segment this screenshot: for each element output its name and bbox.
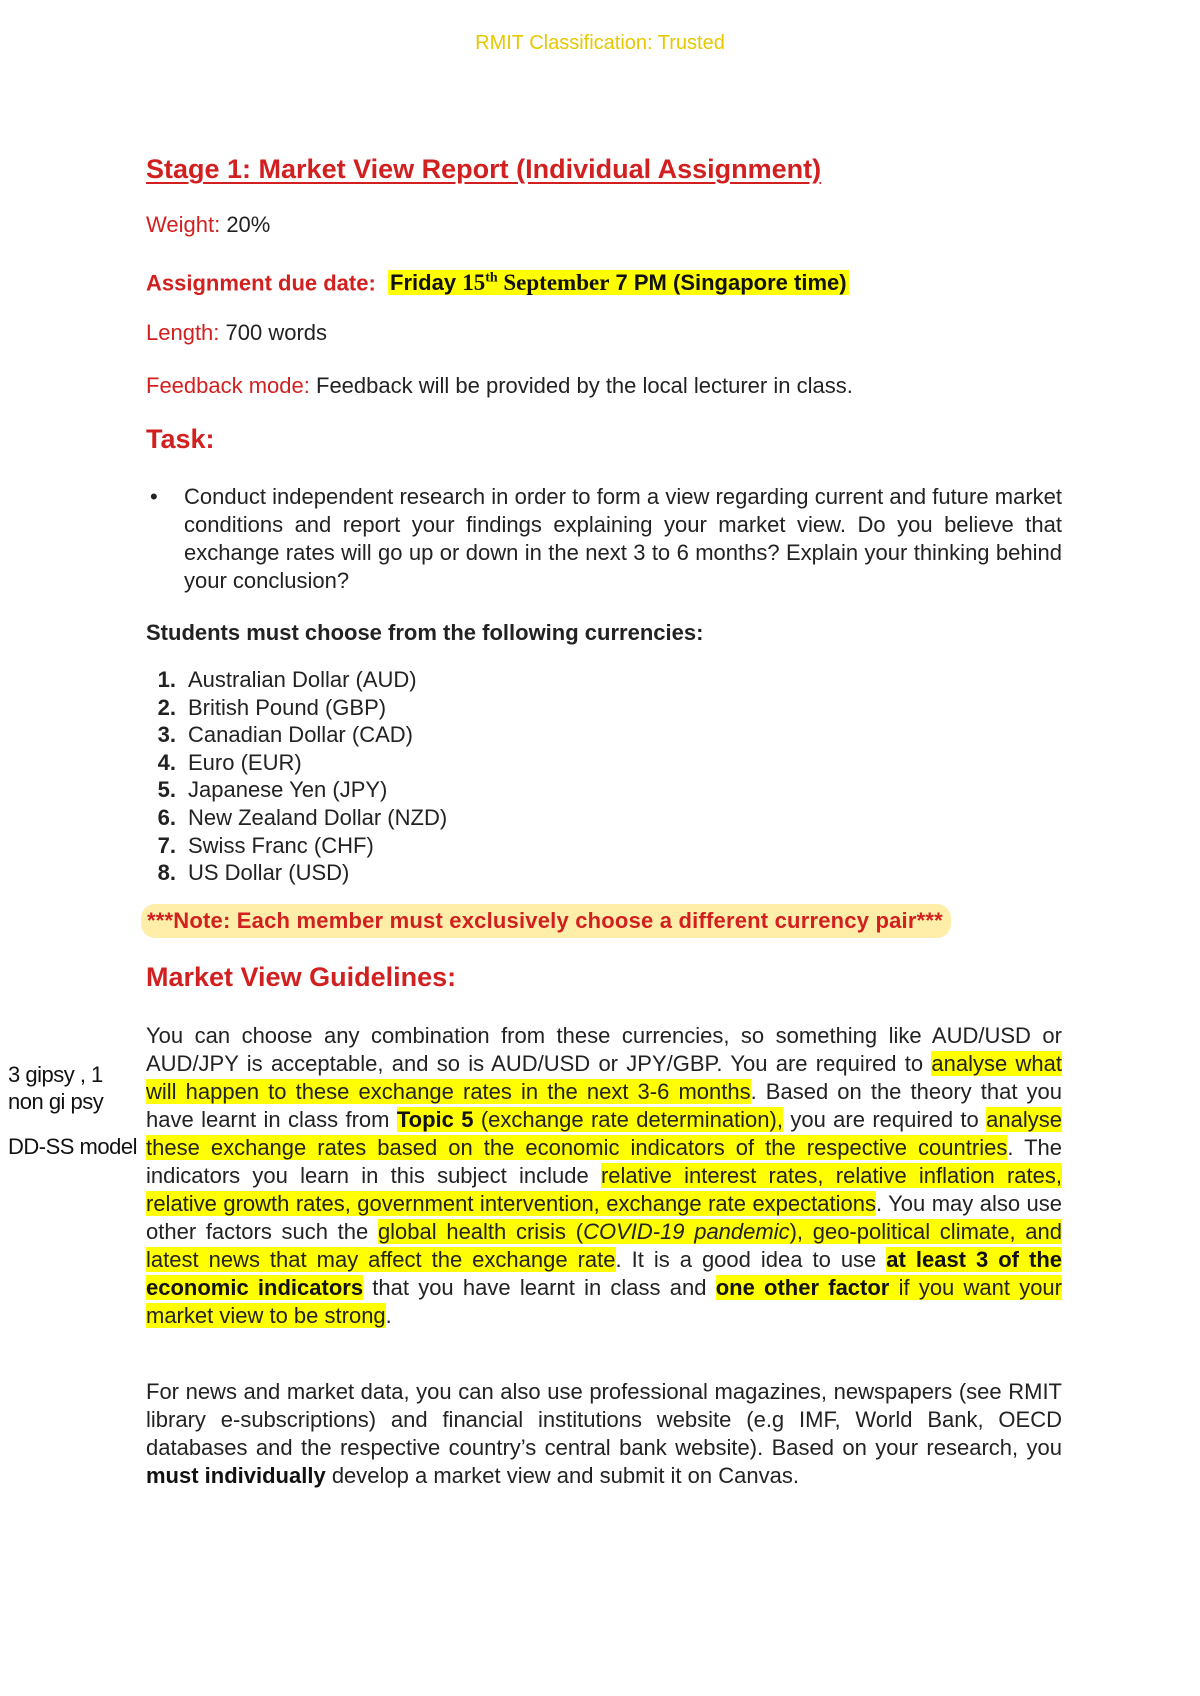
currency-name: New Zealand Dollar (NZD) bbox=[188, 804, 448, 830]
text-run: You can choose any combination from these currencies, so something like AUD/USD or AUD/JPY is acceptable, and so is AUD/USD or JPY/GBP. You are required to bbox=[146, 1023, 1062, 1076]
due-month: September bbox=[497, 270, 610, 296]
list-item bbox=[146, 832, 447, 860]
currency-name: Canadian Dollar (CAD) bbox=[188, 722, 413, 748]
currency-name: Euro (EUR) bbox=[188, 749, 302, 775]
length-label: Length: bbox=[146, 320, 220, 345]
text-run: . It is a good idea to use bbox=[615, 1247, 887, 1272]
due-date-value bbox=[388, 270, 849, 295]
highlight-run: relative interest rates, relative inflation rates, relative growth rates, government intervention, exchange rate expectations bbox=[146, 1163, 1062, 1216]
weight-label: Weight: bbox=[146, 212, 221, 237]
list-item bbox=[146, 804, 447, 832]
margin-note-3: DD-SS model bbox=[8, 1134, 137, 1159]
task-bullet bbox=[146, 483, 1062, 595]
text-run: . bbox=[385, 1303, 392, 1328]
due-date-row bbox=[146, 264, 849, 298]
highlight-run: global health crisis ( bbox=[377, 1219, 584, 1244]
list-number: 1. bbox=[157, 667, 176, 692]
due-date-number: 15 bbox=[462, 270, 486, 296]
text-run: you are required to bbox=[782, 1107, 987, 1132]
currency-list bbox=[146, 666, 447, 887]
list-number: 4. bbox=[157, 749, 176, 775]
due-day: Friday bbox=[390, 270, 463, 296]
note-callout: ***Note: Each member must exclusively choose a different currency pair*** bbox=[141, 904, 951, 938]
list-item bbox=[146, 859, 447, 887]
text-run: For news and market data, you can also use professional magazines, newspapers (see RMIT library e-subscriptions) and financial institutions website (e.g IMF, World Bank, OECD databases and the respective country’s central bank website). Based on your research, you bbox=[146, 1379, 1062, 1460]
feedback-label: Feedback mode: bbox=[146, 373, 310, 398]
due-date-label: Assignment due date: bbox=[146, 270, 376, 296]
length-row bbox=[146, 318, 327, 348]
due-date-suffix: th bbox=[485, 271, 498, 286]
feedback-row bbox=[146, 371, 853, 401]
list-item bbox=[146, 694, 447, 722]
text-run: . You may also use other factors such the bbox=[146, 1191, 1062, 1244]
list-number: 6. bbox=[157, 804, 176, 830]
list-item bbox=[146, 776, 447, 804]
text-run: develop a market view and submit it on Canvas. bbox=[325, 1463, 799, 1488]
highlight-run: ), geo-political climate, and latest news that may affect the exchange rate bbox=[146, 1219, 1062, 1272]
length-value: 700 words bbox=[225, 320, 328, 345]
text-run: . Based on the theory that you have learnt in class from bbox=[146, 1079, 1062, 1132]
classification-label: RMIT Classification: Trusted bbox=[475, 32, 725, 54]
list-number: 8. bbox=[157, 860, 176, 886]
news-paragraph bbox=[146, 1378, 1062, 1490]
text-run: that you have learnt in class and bbox=[363, 1275, 716, 1300]
bold-run: must individually bbox=[146, 1463, 326, 1488]
highlight-run: analyse these exchange rates based on the economic indicators of the respective countries bbox=[146, 1107, 1062, 1160]
bold-highlight-run: at least 3 of the economic indicators bbox=[146, 1247, 1062, 1300]
task-bullet-text: Conduct independent research in order to form a view regarding current and future market conditions and report your findings explaining your market view. Do you believe that exchange rates will go up or down in the next 3 to 6 months? Explain your thinking behind your conclusion? bbox=[184, 484, 1062, 593]
italic-highlight-run: COVID-19 pandemic bbox=[583, 1219, 790, 1244]
guidelines-paragraph bbox=[146, 1022, 1062, 1330]
highlight-run: (exchange rate determination), bbox=[473, 1107, 783, 1132]
currency-name: Japanese Yen (JPY) bbox=[188, 777, 388, 803]
list-item bbox=[146, 749, 447, 777]
text-run: . The indicators you learn in this subject include bbox=[146, 1135, 1062, 1188]
list-number: 5. bbox=[157, 777, 176, 803]
bullet-dot-icon: • bbox=[150, 484, 158, 509]
currencies-heading: Students must choose from the following currencies: bbox=[146, 620, 704, 645]
currency-name: US Dollar (USD) bbox=[188, 860, 350, 886]
highlight-run: if you want your market view to be strong bbox=[146, 1275, 1062, 1328]
currency-name: Australian Dollar (AUD) bbox=[188, 667, 417, 692]
currency-name: Swiss Franc (CHF) bbox=[188, 832, 374, 858]
list-item bbox=[146, 721, 447, 749]
weight-row bbox=[146, 210, 270, 240]
list-number: 3. bbox=[157, 722, 176, 748]
margin-note-2: non gi psy bbox=[8, 1089, 104, 1114]
task-heading: Task: bbox=[146, 424, 215, 454]
highlight-run: analyse what will happen to these exchange rates in the next 3-6 months bbox=[146, 1051, 1062, 1104]
bold-highlight-run: one other factor bbox=[715, 1275, 890, 1300]
list-item bbox=[146, 666, 447, 694]
bold-highlight-run: Topic 5 bbox=[396, 1107, 474, 1132]
list-number: 2. bbox=[157, 694, 176, 720]
guidelines-heading: Market View Guidelines: bbox=[146, 962, 457, 992]
weight-value: 20% bbox=[226, 212, 271, 237]
feedback-value: Feedback will be provided by the local lecturer in class. bbox=[316, 373, 853, 398]
margin-note-1: 3 gipsy , 1 bbox=[8, 1062, 103, 1087]
page-title: Stage 1: Market View Report (Individual Assignment) bbox=[146, 154, 822, 184]
currency-name: British Pound (GBP) bbox=[188, 694, 387, 720]
list-number: 7. bbox=[157, 832, 176, 858]
due-time: 7 PM (Singapore time) bbox=[609, 270, 847, 296]
